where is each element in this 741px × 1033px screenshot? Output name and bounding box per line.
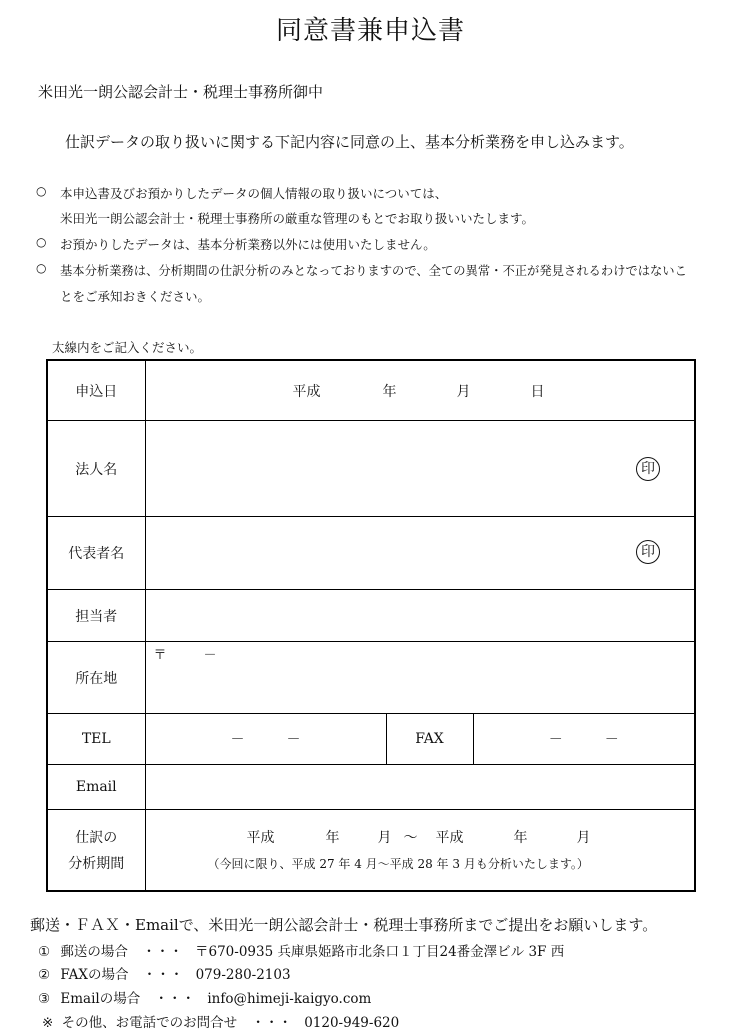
marker-1: ① <box>38 944 51 960</box>
date-field[interactable] <box>145 360 695 421</box>
label-period-line1: 仕訳の <box>75 830 118 846</box>
row-email <box>47 765 695 810</box>
footer-value: 0120-949-620 <box>304 1015 400 1031</box>
contact-field[interactable] <box>145 590 695 642</box>
label-date: 申込日 <box>47 360 145 421</box>
marker-2: ② <box>38 967 51 983</box>
label-period <box>47 810 145 892</box>
footer-label: FAXの場合 <box>60 967 129 983</box>
date-era: 平成 <box>292 384 321 400</box>
footer-label: その他、お電話でのお問合せ <box>61 1015 238 1031</box>
fill-instruction: 太線内をご記入ください。 <box>52 340 203 355</box>
period-field[interactable] <box>145 810 695 892</box>
tel-field[interactable] <box>145 714 386 765</box>
footer-label: 郵送の場合 <box>60 944 128 960</box>
seal-icon: 印 <box>636 540 660 564</box>
white-circle-icon: ○ <box>36 261 47 275</box>
footer-item-fax <box>38 963 291 983</box>
footer-dots: ・・・ <box>154 991 196 1007</box>
rep-name-field[interactable] <box>145 517 695 590</box>
document-title: 同意書兼申込書 <box>275 16 465 46</box>
row-corp-name <box>47 421 695 517</box>
label-email: Email <box>47 765 145 810</box>
date-month: 月 <box>456 384 471 400</box>
white-circle-icon: ○ <box>36 235 47 249</box>
footer-value: 〒670-0935 兵庫県姫路市北条口１丁目24番金澤ビル 3F 西 <box>195 944 565 960</box>
intro-text: 仕訳データの取り扱いに関する下記内容に同意の上、基本分析業務を申し込みます。 <box>65 133 634 151</box>
asterisk-mark: ※ <box>42 1015 54 1031</box>
note-line: とをご承知おきください。 <box>60 289 211 304</box>
label-corp-name: 法人名 <box>47 421 145 517</box>
label-contact: 担当者 <box>47 590 145 642</box>
marker-3: ③ <box>38 991 51 1007</box>
footer-item-phone <box>42 1011 399 1031</box>
label-address: 所在地 <box>47 642 145 714</box>
corp-name-field[interactable] <box>145 421 695 517</box>
period-to-month: 月 <box>576 830 591 846</box>
period-from-era: 平成 <box>246 830 275 846</box>
tel-dashes: － － <box>230 732 301 748</box>
label-fax: FAX <box>386 714 473 765</box>
row-tel-fax <box>47 714 695 765</box>
postal-mark: 〒 <box>153 648 167 663</box>
label-rep-name: 代表者名 <box>47 517 145 590</box>
row-address <box>47 642 695 714</box>
footer-value: 079-280-2103 <box>195 967 291 983</box>
address-field[interactable] <box>145 642 695 714</box>
footer-item-mail <box>38 940 564 960</box>
addressee: 米田光一朗公認会計士・税理士事務所御中 <box>38 83 324 101</box>
note-line: 米田光一朗公認会計士・税理士事務所の厳重な管理のもとでお取り扱いいたします。 <box>60 211 535 226</box>
period-tilde: ～ <box>403 830 418 846</box>
period-note: （今回に限り、平成 27 年 4 月～平成 28 年 3 月も分析いたします。） <box>207 857 589 871</box>
postal-dash: － <box>203 648 217 663</box>
date-year: 年 <box>382 384 397 400</box>
note-line: 本申込書及びお預かりしたデータの個人情報の取り扱いについては、 <box>60 186 448 201</box>
fax-field[interactable] <box>473 714 695 765</box>
row-period <box>47 810 695 892</box>
label-period-line2: 分析期間 <box>68 856 125 872</box>
period-to-era: 平成 <box>435 830 464 846</box>
footer-dots: ・・・ <box>142 967 184 983</box>
row-rep-name <box>47 517 695 590</box>
submission-note: 郵送・ＦＡＸ・Emailで、米田光一朗公認会計士・税理士事務所までご提出をお願いします。 <box>30 916 658 934</box>
fax-dashes: － － <box>548 732 619 748</box>
period-from-year: 年 <box>325 830 340 846</box>
row-contact <box>47 590 695 642</box>
period-to-year: 年 <box>513 830 528 846</box>
footer-item-email <box>38 987 371 1007</box>
label-tel: TEL <box>47 714 145 765</box>
application-form <box>46 359 696 892</box>
white-circle-icon: ○ <box>36 184 47 198</box>
footer-dots: ・・・ <box>251 1015 292 1031</box>
note-line: 基本分析業務は、分析期間の仕訳分析のみとなっておりますので、全ての異常・不正が発見されるわけではないこ <box>60 264 687 278</box>
date-day: 日 <box>530 384 545 400</box>
email-field[interactable] <box>145 765 695 810</box>
footer-dots: ・・・ <box>142 944 183 960</box>
period-from-month: 月 <box>377 830 392 846</box>
footer-label: Emailの場合 <box>60 991 141 1007</box>
row-date <box>47 360 695 421</box>
footer-value[interactable]: info@himeji-kaigyo.com <box>207 991 372 1007</box>
seal-icon: 印 <box>636 457 660 481</box>
note-line: お預かりしたデータは、基本分析業務以外には使用いたしません。 <box>60 237 436 252</box>
